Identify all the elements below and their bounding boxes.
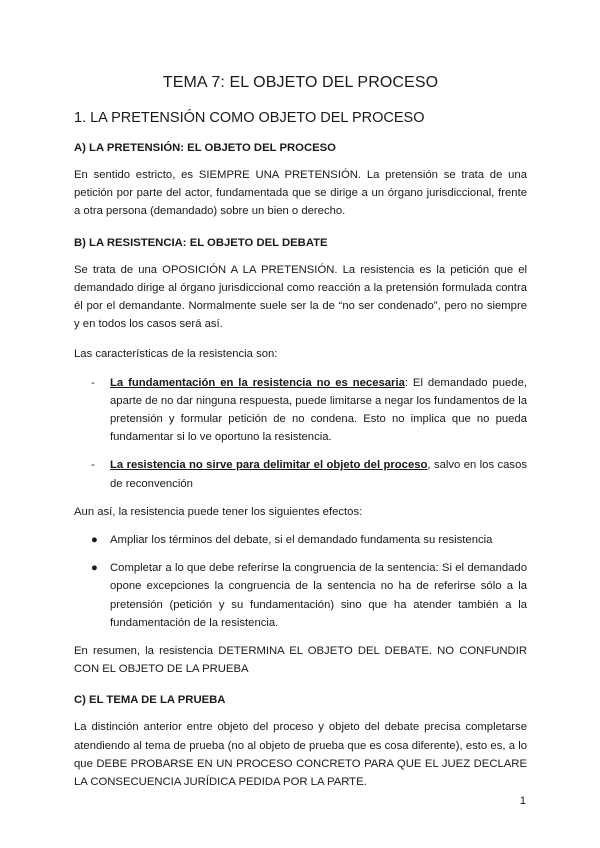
page-number: 1 <box>519 795 526 807</box>
subsection-b-paragraph-2: Las características de la resistencia son: <box>74 348 278 361</box>
subsection-b-paragraph-4: En resumen, la resistencia DETERMINA EL OBJETO DEL DEBATE. NO CONFUNDIR CON EL OBJETO DE LA PRUEBA <box>74 645 527 676</box>
effects-list <box>74 531 527 632</box>
list-item <box>74 374 527 447</box>
list-item-strong: La resistencia no sirve para delimitar el objeto del proceso <box>110 459 428 472</box>
section-heading: 1. LA PRETENSIÓN COMO OBJETO DEL PROCESO <box>74 110 425 126</box>
list-item-text: Completar a lo que debe referirse la congruencia de la sentencia: Si el demandado opone excepciones la congruencia de la sentencia no ha de referirse sólo a la pretensión (petición y su fundamentación) sino que ha atender también a la fundamentación de la resistencia. <box>110 562 527 629</box>
dash-marker: - <box>91 459 95 472</box>
list-item <box>74 531 527 549</box>
subsection-b-heading: B) LA RESISTENCIA: EL OBJETO DEL DEBATE <box>74 236 328 249</box>
list-item <box>74 559 527 632</box>
dash-marker: - <box>91 376 95 389</box>
subsection-a-heading: A) LA PRETENSIÓN: EL OBJETO DEL PROCESO <box>74 142 336 154</box>
subsection-c-heading: C) EL TEMA DE LA PRUEBA <box>74 694 226 707</box>
list-item-text: Ampliar los términos del debate, si el demandado fundamenta su resistencia <box>110 534 493 547</box>
list-item-strong: La fundamentación en la resistencia no es necesaria <box>110 376 405 389</box>
characteristics-list <box>74 374 527 493</box>
list-item-text: : El demandado puede, aparte de no dar ninguna respuesta, puede limitarse a negar los fundamentos de la pretensión y formular petición de no condena. Esto no implica que no pueda fundamentar si lo ve oportuno la resistencia. <box>110 376 528 444</box>
subsection-a-paragraph: En sentido estricto, es SIEMPRE UNA PRETENSIÓN. La pretensión se trata de una petición por parte del actor, fundamentada que se dirige a un órgano jurisdiccional, frente a otra persona (demandado) sobre un bien o derecho. <box>74 169 527 218</box>
subsection-b-paragraph-3: Aun así, la resistencia puede tener los siguientes efectos: <box>74 505 363 518</box>
bullet-marker: ● <box>91 534 98 547</box>
subsection-b-paragraph-1: Se trata de una OPOSICIÓN A LA PRETENSIÓN. La resistencia es la petición que el demandado dirige al órgano jurisdiccional como reacción a la pretensión formulada contra él por el demandante. Normalmente suele ser la de “no ser condenado”, pero no siempre y en todos los casos será así. <box>74 263 527 331</box>
list-item-text: , salvo en los casos de reconvención <box>110 459 528 490</box>
document-title: TEMA 7: EL OBJETO DEL PROCESO <box>162 74 439 91</box>
bullet-marker: ● <box>91 562 98 575</box>
subsection-c-paragraph: La distinción anterior entre objeto del proceso y objeto del debate precisa completarse atendiendo al tema de prueba (no al objeto de prueba que es cosa diferente), esto es, a lo que DEBE PROBARSE EN UN PROCESO CONCRETO PARA QUE EL JUEZ DECLARE LA CONSECUENCIA JURÍDICA PEDIDA POR LA PARTE. <box>74 721 527 789</box>
list-item <box>74 456 527 492</box>
